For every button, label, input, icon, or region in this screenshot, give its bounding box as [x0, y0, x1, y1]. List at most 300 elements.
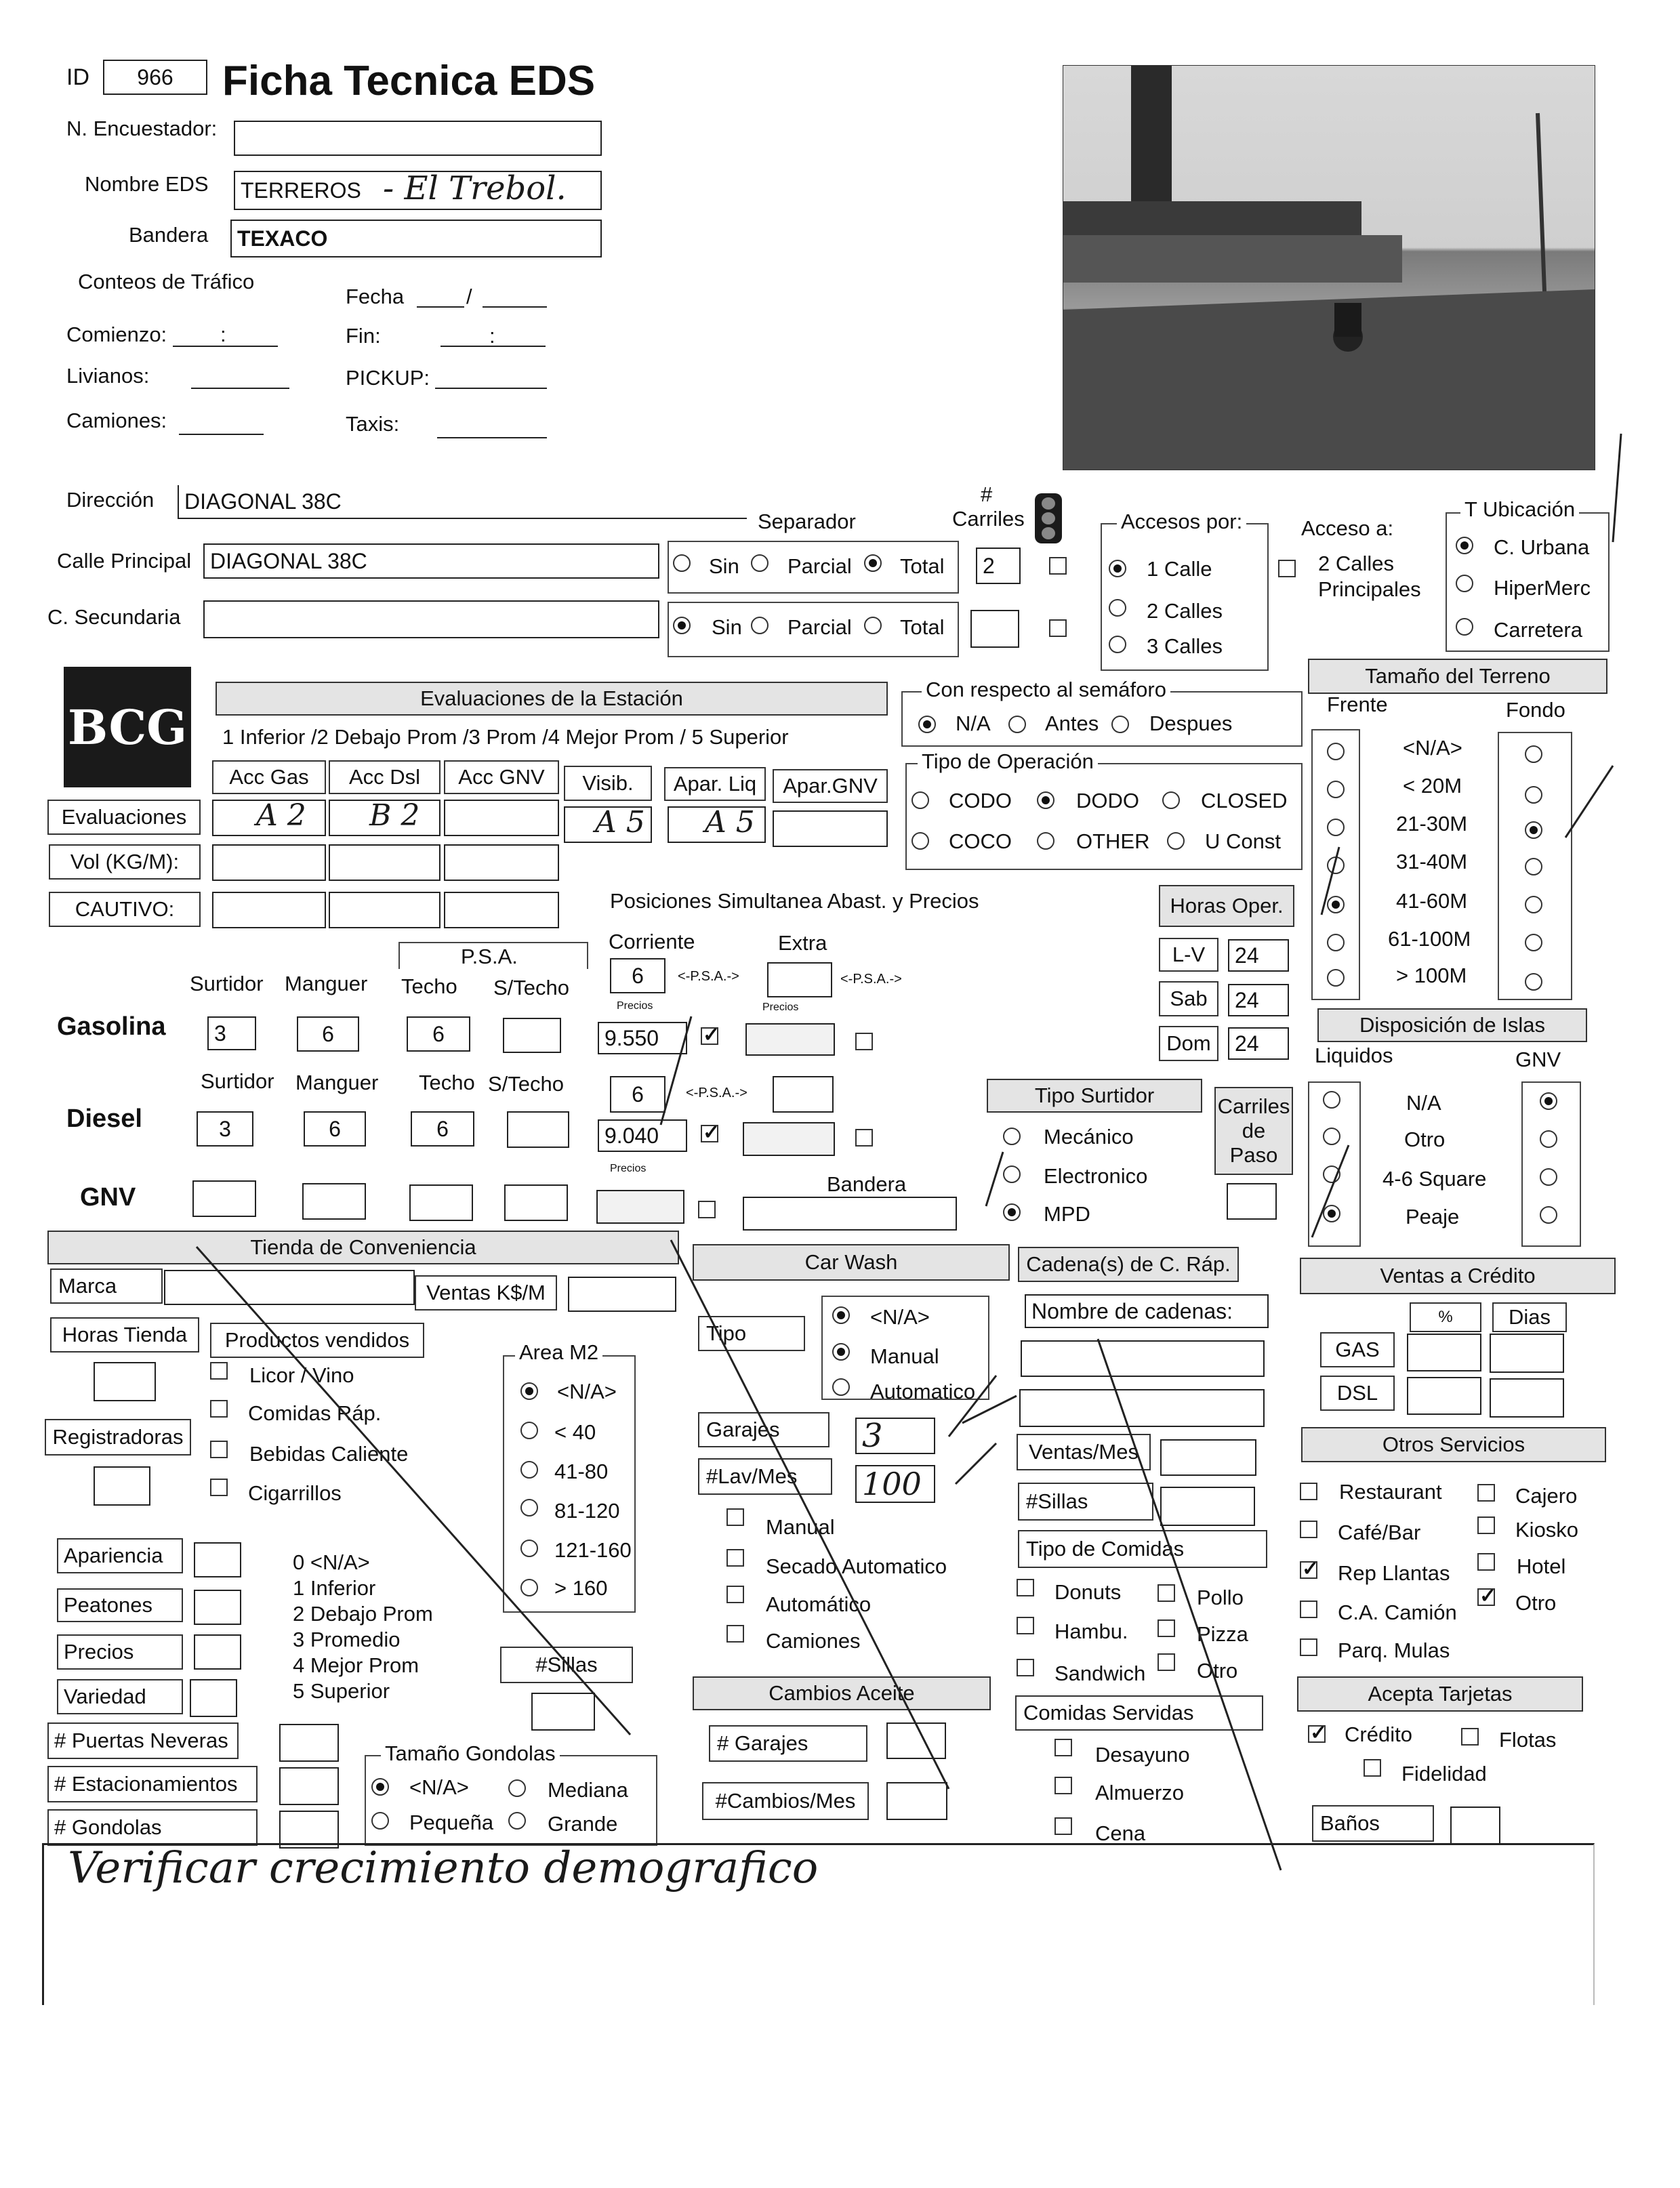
diesel-extra-checkbox[interactable] — [855, 1129, 873, 1147]
frente-na-radio[interactable] — [1327, 743, 1345, 760]
semaforo-antes-label: Antes — [1045, 711, 1099, 735]
taxis-label: Taxis: — [346, 412, 400, 436]
operacion-codo-label: CODO — [949, 789, 1012, 812]
producto-comidas-checkbox[interactable] — [210, 1400, 228, 1418]
credito-gas-dias-field[interactable] — [1490, 1334, 1564, 1373]
semaforo-antes-radio[interactable] — [1008, 716, 1026, 733]
terreno-size-31-40: 31-40M — [1396, 850, 1468, 873]
eval-row-evaluaciones: Evaluaciones — [47, 800, 201, 835]
fecha-month-line[interactable] — [483, 306, 547, 308]
accesos-2calles-radio[interactable] — [1109, 599, 1126, 617]
gasolina-label: Gasolina — [57, 1012, 166, 1041]
comida-donuts-checkbox[interactable] — [1017, 1579, 1034, 1596]
cautivo-acc-dsl-field[interactable] — [329, 892, 441, 928]
area-40-radio[interactable] — [520, 1422, 538, 1439]
traffic-title: Conteos de Tráfico — [78, 270, 255, 293]
servicio-mulas-label: Parq. Mulas — [1338, 1638, 1450, 1662]
islas-gnv-square-radio[interactable] — [1540, 1168, 1557, 1186]
diesel-surtidor-field[interactable] — [197, 1111, 253, 1147]
area-41-80-radio[interactable] — [520, 1461, 538, 1479]
carwash-automatico-label: Automatico — [870, 1380, 976, 1403]
fondo-21-30-radio[interactable] — [1525, 821, 1542, 839]
gasolina-extra-psa-field[interactable] — [767, 962, 832, 997]
servicio-cajero-label: Cajero — [1515, 1484, 1578, 1508]
carriles-paso-line1: Carriles — [1217, 1094, 1290, 1118]
cadena-nombre-field[interactable] — [1025, 1294, 1269, 1328]
operacion-coco-label: COCO — [949, 829, 1012, 853]
semaforo-despues-radio[interactable] — [1111, 716, 1129, 733]
ubicacion-carretera-radio[interactable] — [1456, 618, 1473, 636]
cadena-sillas-label: #Sillas — [1018, 1483, 1153, 1521]
fecha-label: Fecha — [346, 285, 405, 308]
calle-principal-field[interactable] — [203, 543, 659, 579]
fondo-na-radio[interactable] — [1525, 745, 1542, 763]
nombre-eds-value: TERREROS — [241, 178, 361, 203]
gondola-pequena-label: Pequeña — [409, 1811, 494, 1834]
diesel-label: Diesel — [66, 1105, 142, 1133]
carwash-c-secado-checkbox[interactable] — [726, 1549, 744, 1567]
servicio-kiosko-label: Kiosko — [1515, 1518, 1579, 1542]
cadena-sillas-field[interactable] — [1160, 1487, 1255, 1526]
diesel-precio-value: 9.040 — [605, 1123, 659, 1148]
producto-licor-label: Licor / Vino — [249, 1363, 354, 1387]
area-41-80-label: 41-80 — [554, 1460, 609, 1483]
separador-p-total-radio[interactable] — [864, 554, 882, 572]
diesel-precio-field[interactable] — [598, 1119, 687, 1152]
gondola-na-radio[interactable] — [371, 1778, 389, 1796]
separador-s-sin-radio[interactable] — [673, 617, 691, 634]
carriles-paso-line3: Paso — [1229, 1143, 1278, 1167]
rating-variedad-field[interactable] — [190, 1679, 237, 1717]
techo-col-label: Techo — [401, 974, 457, 998]
rating-peatones-field[interactable] — [194, 1590, 241, 1625]
eval-row-vol: Vol (KG/M): — [49, 844, 201, 880]
camiones-label: Camiones: — [66, 409, 167, 432]
camiones-line[interactable] — [179, 434, 264, 435]
operacion-uconst-radio[interactable] — [1167, 832, 1185, 850]
gondolas-title: Tamaño Gondolas — [381, 1741, 560, 1766]
frente-31-40-radio[interactable] — [1327, 856, 1345, 874]
separador-p-total-label: Total — [900, 554, 945, 578]
credito-gas-label: GAS — [1320, 1332, 1395, 1367]
comida-hambu-checkbox[interactable] — [1017, 1617, 1034, 1634]
gondola-mediana-radio[interactable] — [508, 1779, 526, 1797]
carwash-tipo-label: Tipo — [698, 1316, 805, 1351]
carwash-manual-radio[interactable] — [832, 1343, 850, 1361]
livianos-line[interactable] — [191, 388, 289, 389]
carwash-c-camiones-checkbox[interactable] — [726, 1625, 744, 1643]
islas-liq-na-radio[interactable] — [1323, 1091, 1340, 1109]
gondola-grande-radio[interactable] — [508, 1812, 526, 1830]
islas-liq-square-radio[interactable] — [1323, 1165, 1340, 1183]
comida-otro-label: Otro — [1197, 1659, 1238, 1683]
ubicacion-hipermerc-radio[interactable] — [1456, 575, 1473, 592]
rating-apariencia-label: Apariencia — [57, 1538, 183, 1573]
tienda-horas-field[interactable] — [94, 1362, 156, 1401]
servicio-mulas-checkbox[interactable] — [1300, 1638, 1317, 1656]
vol-acc-gas-field[interactable] — [212, 844, 326, 881]
gondola-na-label: <N/A> — [409, 1775, 469, 1799]
rating-precios-field[interactable] — [194, 1634, 241, 1670]
surtidor-electronico-radio[interactable] — [1003, 1165, 1021, 1183]
diesel-techo-field[interactable] — [411, 1111, 474, 1147]
servicio-hotel-checkbox[interactable] — [1477, 1553, 1495, 1571]
eval-col-acc-gnv: Acc GNV — [444, 760, 559, 794]
semaforo-despues-label: Despues — [1149, 711, 1233, 735]
accesos-1calle-radio[interactable] — [1109, 560, 1126, 577]
encuestador-field[interactable] — [234, 121, 602, 156]
eval-col-apar-liq: Apar. Liq — [664, 767, 766, 801]
frente-21-30-radio[interactable] — [1327, 819, 1345, 836]
id-label: ID — [66, 64, 89, 90]
tienda-marca-field[interactable] — [164, 1270, 415, 1305]
pickup-label: PICKUP: — [346, 366, 430, 390]
corriente-label: Corriente — [609, 930, 695, 953]
servicio-cafe-label: Café/Bar — [1338, 1521, 1421, 1544]
diesel-manguer-field[interactable] — [304, 1111, 366, 1147]
producto-bebidas-label: Bebidas Caliente — [249, 1442, 409, 1466]
manguer-col-label-2: Manguer — [295, 1071, 379, 1094]
carwash-c-manual-checkbox[interactable] — [726, 1508, 744, 1526]
rating-estacionamientos-label: # Estacionamientos — [47, 1766, 258, 1802]
comida-sandwich-checkbox[interactable] — [1017, 1659, 1034, 1676]
islas-gnv-peaje-radio[interactable] — [1540, 1206, 1557, 1224]
carwash-garajes-field[interactable] — [855, 1418, 935, 1454]
gnv-manguer-field[interactable] — [302, 1183, 366, 1220]
area-160-label: > 160 — [554, 1576, 608, 1600]
frente-61-100-radio[interactable] — [1327, 934, 1345, 951]
c-secundaria-label: C. Secundaria — [47, 605, 181, 629]
tipo-surtidor-header: Tipo Surtidor — [987, 1079, 1202, 1113]
comida-otro-checkbox[interactable] — [1157, 1653, 1175, 1671]
vol-acc-gnv-field[interactable] — [444, 844, 559, 881]
operacion-other-label: OTHER — [1076, 829, 1150, 853]
servida-desayuno-label: Desayuno — [1095, 1743, 1190, 1767]
accesos-3calles-radio[interactable] — [1109, 636, 1126, 653]
islas-gnv-na-radio[interactable] — [1540, 1092, 1557, 1110]
comida-pollo-checkbox[interactable] — [1157, 1584, 1175, 1602]
ubicacion-carretera-label: Carretera — [1494, 618, 1582, 642]
stecho-col-label-2: S/Techo — [488, 1072, 565, 1096]
rating-scale-2: 2 Debajo Prom — [293, 1602, 433, 1626]
eval-acc-gnv-field[interactable] — [444, 800, 559, 836]
islas-opt-peaje: Peaje — [1406, 1205, 1460, 1229]
diesel-corriente-psa-arrow: <-P.S.A.-> — [686, 1086, 747, 1100]
aceite-cambios-field[interactable] — [886, 1782, 947, 1820]
islas-opt-square: 4-6 Square — [1382, 1167, 1487, 1191]
gnv-corriente-field[interactable] — [596, 1190, 684, 1224]
cadena-ventas-field[interactable] — [1160, 1439, 1256, 1476]
horas-sab-field[interactable] — [1228, 984, 1289, 1016]
area-na-radio[interactable] — [520, 1382, 538, 1400]
comida-pizza-label: Pizza — [1197, 1622, 1248, 1646]
servida-almuerzo-label: Almuerzo — [1095, 1781, 1184, 1804]
carwash-c-manual-label: Manual — [766, 1515, 835, 1539]
fondo-20-radio[interactable] — [1525, 786, 1542, 804]
tienda-ventas-field[interactable] — [568, 1277, 676, 1312]
separador-s-parcial-radio[interactable] — [751, 617, 769, 634]
operacion-dodo-radio[interactable] — [1037, 791, 1054, 809]
horas-dom-field[interactable] — [1228, 1027, 1289, 1060]
separador-p-sin-radio[interactable] — [673, 554, 691, 572]
techo-col-label-2: Techo — [419, 1071, 475, 1094]
diesel-stecho-field[interactable] — [507, 1111, 569, 1148]
eval-apar-gnv-field[interactable] — [773, 810, 888, 847]
surtidor-col-label-2: Surtidor — [201, 1069, 274, 1093]
gasolina-corriente-psa-arrow: <-P.S.A.-> — [678, 969, 739, 984]
credito-dsl-dias-field[interactable] — [1490, 1378, 1564, 1418]
aceite-cambios-label: #Cambios/Mes — [702, 1782, 869, 1820]
servida-cena-checkbox[interactable] — [1054, 1817, 1072, 1835]
tienda-registradoras-label: Registradoras — [45, 1419, 191, 1456]
credito-dsl-label: DSL — [1320, 1376, 1395, 1411]
carriles-principal-field[interactable] — [976, 548, 1021, 584]
frente-41-60-radio[interactable] — [1327, 896, 1345, 913]
area-81-120-radio[interactable] — [520, 1499, 538, 1516]
gasolina-extra-precio-field[interactable] — [745, 1023, 835, 1056]
tarjeta-credito-checkbox[interactable] — [1308, 1725, 1326, 1743]
calle-principal-label: Calle Principal — [57, 549, 192, 573]
rating-peatones-label: Peatones — [57, 1588, 183, 1622]
islas-liq-otro-radio[interactable] — [1323, 1128, 1340, 1145]
eval-col-acc-gas: Acc Gas — [212, 760, 326, 794]
separador-s-sin-label: Sin — [712, 615, 742, 639]
gasolina-corriente-psa-field[interactable] — [610, 958, 665, 993]
rating-variedad-label: Variedad — [57, 1679, 183, 1714]
operacion-codo-radio[interactable] — [911, 791, 929, 809]
cadena-nombre-1-field[interactable] — [1021, 1340, 1265, 1377]
terreno-size-na: <N/A> — [1403, 736, 1462, 760]
tarjeta-fidelidad-checkbox[interactable] — [1364, 1759, 1381, 1777]
rating-scale-4: 4 Mejor Prom — [293, 1653, 419, 1677]
cautivo-acc-gnv-field[interactable] — [444, 892, 559, 928]
terreno-size-21-30: 21-30M — [1396, 812, 1468, 835]
acceso-a-checkbox[interactable] — [1278, 560, 1296, 577]
gnv-surtidor-field[interactable] — [192, 1180, 256, 1217]
area-160-radio[interactable] — [520, 1579, 538, 1596]
rating-scale-0: 0 <N/A> — [293, 1550, 370, 1574]
semaforo-na-radio[interactable] — [918, 716, 936, 733]
gnv-techo-field[interactable] — [409, 1184, 473, 1221]
islas-gnv-otro-radio[interactable] — [1540, 1130, 1557, 1148]
accesos-3calles-label: 3 Calles — [1147, 634, 1223, 658]
tienda-registradoras-field[interactable] — [94, 1466, 150, 1506]
eval-col-visib: Visib. — [564, 766, 652, 801]
tienda-sillas-field[interactable] — [531, 1693, 595, 1731]
operacion-closed-radio[interactable] — [1162, 791, 1180, 809]
terreno-header: Tamaño del Terreno — [1308, 659, 1607, 694]
operacion-coco-radio[interactable] — [911, 832, 929, 850]
ubicacion-urbana-radio[interactable] — [1456, 537, 1473, 554]
islas-liq-peaje-radio[interactable] — [1323, 1205, 1340, 1222]
gasolina-extra-checkbox[interactable] — [855, 1033, 873, 1050]
comida-sandwich-label: Sandwich — [1054, 1661, 1146, 1685]
direccion-field[interactable] — [178, 485, 747, 519]
tarjeta-flotas-checkbox[interactable] — [1461, 1728, 1479, 1746]
horas-lv-field[interactable] — [1228, 939, 1289, 972]
carwash-na-radio[interactable] — [832, 1306, 850, 1324]
credito-dsl-pct-field[interactable] — [1407, 1377, 1481, 1415]
tienda-horas-label: Horas Tienda — [50, 1317, 199, 1353]
ubicacion-urbana-label: C. Urbana — [1494, 535, 1590, 559]
separador-s-total-radio[interactable] — [864, 617, 882, 634]
gasolina-extra-psa-arrow: <-P.S.A.-> — [840, 972, 902, 987]
bandera-field[interactable] — [230, 220, 602, 257]
eval-acc-gas-hw: A 2 — [256, 798, 306, 833]
id-field[interactable]: 966 — [103, 60, 207, 95]
taxis-line[interactable] — [437, 437, 547, 438]
carwash-garajes-label: Garajes — [698, 1412, 829, 1447]
carwash-c-automatico-checkbox[interactable] — [726, 1586, 744, 1603]
servicio-llantas-checkbox[interactable] — [1300, 1561, 1317, 1579]
rating-estacionamientos-field[interactable] — [279, 1767, 339, 1805]
terreno-size-20: < 20M — [1403, 774, 1462, 798]
bcg-logo — [64, 667, 191, 787]
surtidor-electronico-label: Electronico — [1044, 1164, 1148, 1188]
accesos-title: Accesos por: — [1117, 510, 1246, 534]
ubicacion-title: T Ubicación — [1460, 497, 1579, 522]
servicio-restaurant-checkbox[interactable] — [1300, 1483, 1317, 1500]
cadena-servidas-label: Comidas Servidas — [1015, 1695, 1263, 1731]
fin-label: Fin: — [346, 324, 381, 348]
gasolina-surtidor-value: 3 — [214, 1020, 226, 1046]
fecha-day-line[interactable] — [417, 306, 464, 308]
vol-acc-dsl-field[interactable] — [329, 844, 441, 881]
gasolina-precio-field[interactable] — [598, 1022, 687, 1054]
area-title: Area M2 — [515, 1340, 602, 1365]
carwash-c-automatico-label: Automático — [766, 1592, 872, 1616]
servicio-cafe-checkbox[interactable] — [1300, 1521, 1317, 1538]
diesel-precio-checkbox[interactable] — [701, 1125, 718, 1142]
rating-puertas-field[interactable] — [279, 1724, 339, 1762]
carriles-paso-header — [1214, 1087, 1293, 1175]
livianos-label: Livianos: — [66, 364, 150, 388]
eval-col-apar-gnv: Apar.GNV — [773, 769, 888, 803]
c-secundaria-field[interactable] — [203, 600, 659, 638]
semaforo-secundaria-checkbox[interactable] — [1049, 619, 1067, 637]
gasolina-precio-checkbox[interactable] — [701, 1027, 718, 1045]
diesel-extra-precio-field[interactable] — [743, 1122, 835, 1156]
credito-dias-label: Dias — [1492, 1302, 1567, 1332]
diesel-manguer-value: 6 — [329, 1116, 341, 1141]
gnv-stecho-field[interactable] — [504, 1184, 568, 1221]
aceite-garajes-field[interactable] — [886, 1722, 946, 1759]
cadena-nombre-label: Nombre de cadenas: — [1031, 1298, 1233, 1323]
carwash-c-camiones-label: Camiones — [766, 1629, 861, 1653]
cautivo-acc-gas-field[interactable] — [212, 892, 326, 928]
carriles-secundaria-field[interactable] — [970, 610, 1019, 648]
horas-sab-value: 24 — [1235, 987, 1259, 1012]
acceso-a-option-line1: 2 Calles — [1318, 552, 1394, 575]
semaforo-principal-checkbox[interactable] — [1049, 557, 1067, 575]
credito-header: Ventas a Crédito — [1300, 1258, 1616, 1294]
gnv-checkbox[interactable] — [698, 1201, 716, 1218]
semaforo-na-label: N/A — [956, 711, 991, 735]
servicio-cajero-checkbox[interactable] — [1477, 1484, 1495, 1502]
terreno-fondo-label: Fondo — [1506, 698, 1565, 722]
carwash-na-label: <N/A> — [870, 1305, 930, 1329]
producto-bebidas-checkbox[interactable] — [210, 1441, 228, 1458]
comida-pollo-label: Pollo — [1197, 1586, 1244, 1609]
servicio-camion-checkbox[interactable] — [1300, 1601, 1317, 1618]
rating-scale-3: 3 Promedio — [293, 1628, 401, 1651]
servicio-hotel-label: Hotel — [1517, 1554, 1566, 1578]
pickup-line[interactable] — [435, 388, 547, 389]
gasolina-stecho-field[interactable] — [503, 1018, 561, 1053]
servicio-otro-checkbox[interactable] — [1477, 1588, 1495, 1606]
comida-hambu-label: Hambu. — [1054, 1619, 1128, 1643]
gondola-mediana-label: Mediana — [548, 1778, 628, 1802]
fondo-41-60-radio[interactable] — [1525, 896, 1542, 913]
gasolina-techo-field[interactable] — [407, 1016, 470, 1052]
tienda-marca-label: Marca — [50, 1268, 163, 1304]
psa-title: P.S.A. — [461, 945, 518, 968]
notes-text: Verificar crecimiento demografico — [68, 1843, 819, 1893]
area-81-120-label: 81-120 — [554, 1499, 620, 1523]
gondola-pequena-radio[interactable] — [371, 1812, 389, 1830]
producto-comidas-label: Comidas Ráp. — [248, 1401, 382, 1425]
diesel-extra-psa-field[interactable] — [773, 1076, 834, 1113]
carriles-paso-field[interactable] — [1227, 1183, 1277, 1220]
producto-cigarrillos-checkbox[interactable] — [210, 1479, 228, 1496]
islas-gnv-label: GNV — [1515, 1048, 1561, 1071]
frente-100-radio[interactable] — [1327, 969, 1345, 987]
comida-pizza-checkbox[interactable] — [1157, 1619, 1175, 1637]
carwash-lav-field[interactable] — [855, 1465, 935, 1503]
operacion-title: Tipo de Operación — [918, 749, 1098, 774]
stecho-col-label: S/Techo — [493, 976, 570, 999]
separador-p-parcial-radio[interactable] — [751, 554, 769, 572]
gasolina-surtidor-field[interactable] — [207, 1016, 256, 1050]
diesel-corriente-psa-field[interactable] — [610, 1076, 665, 1113]
operacion-other-radio[interactable] — [1037, 832, 1054, 850]
gnv-bandera-field[interactable] — [743, 1197, 957, 1231]
acceso-a-label: Acceso a: — [1301, 516, 1394, 540]
nombre-eds-label: Nombre EDS — [85, 172, 209, 196]
surtidor-mecanico-radio[interactable] — [1003, 1128, 1021, 1145]
rating-apariencia-field[interactable] — [194, 1542, 241, 1577]
gasolina-manguer-field[interactable] — [297, 1016, 359, 1052]
area-121-160-radio[interactable] — [520, 1540, 538, 1557]
servicios-header: Otros Servicios — [1301, 1427, 1606, 1462]
producto-licor-checkbox[interactable] — [210, 1362, 228, 1380]
servicio-kiosko-checkbox[interactable] — [1477, 1516, 1495, 1534]
fondo-31-40-radio[interactable] — [1525, 858, 1542, 875]
cadena-nombre-2-field[interactable] — [1019, 1389, 1265, 1427]
frente-20-radio[interactable] — [1327, 781, 1345, 798]
servida-almuerzo-checkbox[interactable] — [1054, 1777, 1072, 1794]
servida-desayuno-checkbox[interactable] — [1054, 1739, 1072, 1756]
producto-cigarrillos-label: Cigarrillos — [248, 1481, 342, 1505]
fondo-61-100-radio[interactable] — [1525, 934, 1542, 951]
tarjetas-header: Acepta Tarjetas — [1297, 1676, 1583, 1712]
bandera-value: TEXACO — [237, 226, 328, 251]
eval-apar-liq-hw: A 5 — [705, 805, 755, 840]
nombre-eds-handwritten: - El Trebol. — [383, 169, 567, 207]
credito-gas-pct-field[interactable] — [1407, 1334, 1481, 1371]
banos-field[interactable] — [1450, 1807, 1500, 1844]
area-40-label: < 40 — [554, 1420, 596, 1444]
surtidor-mpd-radio[interactable] — [1003, 1203, 1021, 1221]
cadena-header: Cadena(s) de C. Ráp. — [1018, 1247, 1239, 1282]
terreno-size-61-100: 61-100M — [1388, 927, 1471, 951]
servida-cena-label: Cena — [1095, 1821, 1146, 1845]
fondo-100-radio[interactable] — [1525, 973, 1542, 991]
carwash-automatico-radio[interactable] — [832, 1378, 850, 1396]
eval-row-cautivo: CAUTIVO: — [49, 892, 201, 927]
servicio-camion-label: C.A. Camión — [1338, 1601, 1457, 1624]
comienzo-label: Comienzo: — [66, 323, 167, 346]
